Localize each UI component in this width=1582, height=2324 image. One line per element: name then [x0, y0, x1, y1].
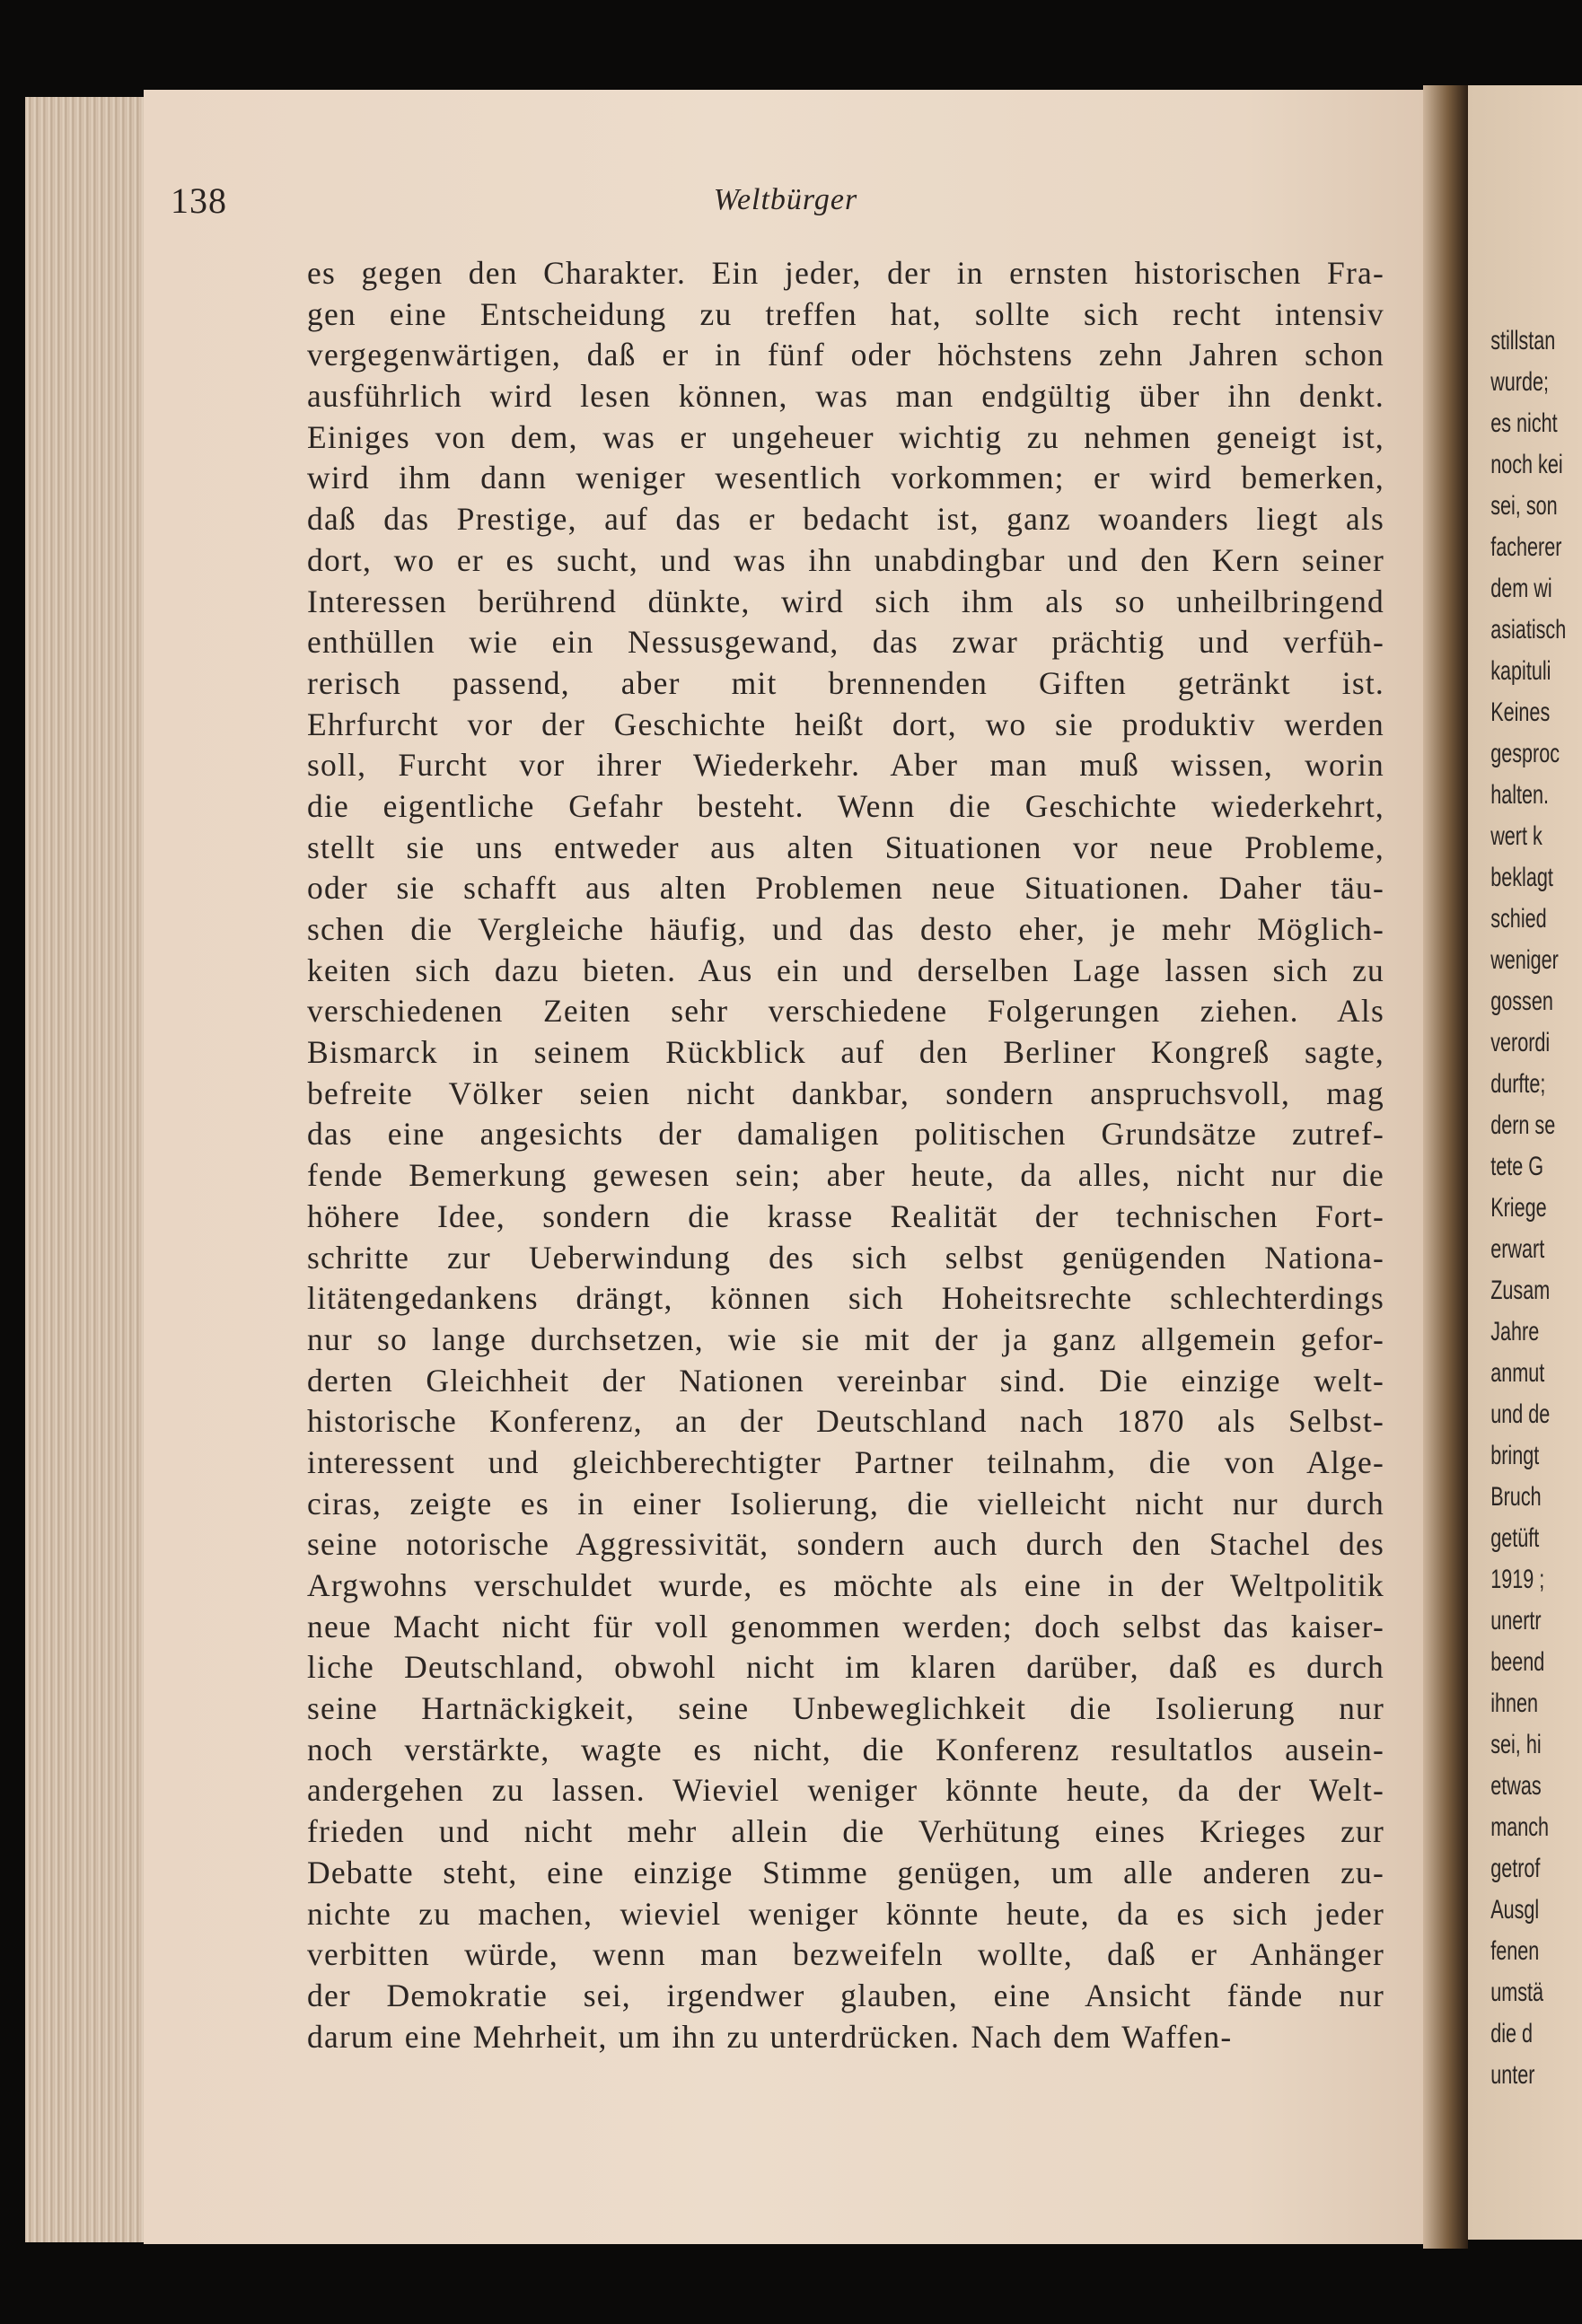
next-page-line: die d: [1490, 2019, 1534, 2048]
next-page-line: umstä: [1490, 1978, 1544, 2007]
next-page-line: sei, son: [1490, 491, 1558, 521]
next-page-line: dem wi: [1490, 574, 1552, 603]
text-line: dort, wo er es sucht, und was ihn unabdingbar und den Kern seiner: [307, 541, 1384, 578]
next-page-line: es nicht: [1490, 408, 1558, 438]
next-page-line: manch: [1490, 1812, 1550, 1842]
text-line: schritte zur Ueberwindung des sich selbst genügenden Nationa-: [307, 1239, 1384, 1276]
text-line: liche Deutschland, obwohl nicht im klaren darüber, daß es durch: [307, 1649, 1384, 1686]
next-page-line: 1919 ;: [1490, 1565, 1545, 1594]
text-line: rerisch passend, aber mit brennenden Giften getränkt ist.: [307, 664, 1384, 701]
text-line: Ehrfurcht vor der Geschichte heißt dort, wo sie produktiv werden: [307, 706, 1384, 742]
page-header: [171, 180, 1401, 233]
text-line: stellt sie uns entweder aus alten Situationen vor neue Probleme,: [307, 829, 1384, 865]
next-page-line: stillstan: [1490, 326, 1556, 355]
next-page-line: getrof: [1490, 1854, 1541, 1883]
next-page-line: anmut: [1490, 1358, 1545, 1388]
next-page-line: dern se: [1490, 1110, 1556, 1140]
text-line: keiten sich dazu bieten. Aus ein und derselben Lage lassen sich zu: [307, 952, 1384, 988]
text-line: gen eine Entscheidung zu treffen hat, sollte sich recht intensiv: [307, 295, 1384, 332]
text-line: frieden und nicht mehr allein die Verhütung eines Krieges zur: [307, 1813, 1384, 1850]
next-page-text: [1468, 320, 1582, 2096]
text-line: Einiges von dem, was er ungeheuer wichtig zu nehmen geneigt ist,: [307, 418, 1384, 455]
next-page-line: halten.: [1490, 780, 1550, 810]
text-line: Debatte steht, eine einzige Stimme genügen, um alle anderen zu-: [307, 1854, 1384, 1890]
text-line: der Demokratie sei, irgendwer glauben, eine Ansicht fände nur: [307, 1977, 1384, 2013]
next-page-line: noch kei: [1490, 450, 1563, 479]
next-page-line: wert k: [1490, 821, 1542, 851]
text-line: derten Gleichheit der Nationen vereinbar sind. Die einzige welt-: [307, 1362, 1384, 1399]
text-line: das eine angesichts der damaligen politischen Grundsätze zutref-: [307, 1116, 1384, 1153]
text-line: fende Bemerkung gewesen sein; aber heute, da alles, nicht nur die: [307, 1157, 1384, 1194]
next-page-line: tete G: [1490, 1152, 1544, 1181]
text-line: nur so lange durchsetzen, wie sie mit der ja ganz allgemein gefor-: [307, 1320, 1384, 1357]
next-page-line: sei, hi: [1490, 1730, 1542, 1759]
text-line: ausführlich wird lesen können, was man endgültig über ihn denkt.: [307, 378, 1384, 415]
next-page-edge: [1468, 85, 1582, 2240]
next-page-line: verordi: [1490, 1028, 1551, 1057]
text-line: es gegen den Charakter. Ein jeder, der in ernsten historischen Fra-: [307, 255, 1384, 291]
next-page-line: fenen: [1490, 1936, 1540, 1966]
next-page-line: erwart: [1490, 1234, 1545, 1264]
next-page-line: getüft: [1490, 1523, 1540, 1553]
text-line: soll, Furcht vor ihrer Wiederkehr. Aber man muß wissen, worin: [307, 747, 1384, 784]
text-line: litätengedankens drängt, können sich Hoheitsrechte schlechterdings: [307, 1280, 1384, 1317]
text-line: die eigentliche Gefahr besteht. Wenn die Geschichte wiederkehrt,: [307, 787, 1384, 824]
next-page-line: Ausgl: [1490, 1895, 1540, 1925]
text-line: historische Konferenz, an der Deutschland nach 1870 als Selbst-: [307, 1403, 1384, 1440]
text-line: verschiedenen Zeiten sehr verschiedene Folgerungen ziehen. Als: [307, 993, 1384, 1030]
next-page-line: Keines: [1490, 697, 1551, 727]
next-page-line: gesproc: [1490, 739, 1560, 768]
text-line: seine Hartnäckigkeit, seine Unbeweglichkeit die Isolierung nur: [307, 1690, 1384, 1727]
next-page-line: unter: [1490, 2060, 1535, 2090]
next-page-line: gossen: [1490, 987, 1553, 1016]
text-line: daß das Prestige, auf das er bedacht ist, ganz woanders liegt als: [307, 501, 1384, 538]
page-number: 138: [171, 180, 227, 221]
next-page-line: beend: [1490, 1647, 1545, 1677]
next-page-line: Bruch: [1490, 1482, 1542, 1512]
text-line: noch verstärkte, wagte es nicht, die Konferenz resultatlos ausein-: [307, 1731, 1384, 1767]
body-text: [307, 253, 1384, 2057]
next-page-line: durfte;: [1490, 1069, 1546, 1099]
next-page-line: Jahre: [1490, 1317, 1540, 1346]
next-page-line: facherer: [1490, 532, 1562, 562]
next-page-line: beklagt: [1490, 863, 1553, 892]
text-line: enthüllen wie ein Nessusgewand, das zwar prächtig und verfüh-: [307, 624, 1384, 661]
text-line: Bismarck in seinem Rückblick auf den Berliner Kongreß sagte,: [307, 1034, 1384, 1071]
book-gutter: [1423, 85, 1468, 2249]
next-page-line: weniger: [1490, 945, 1559, 975]
next-page-line: unertr: [1490, 1606, 1542, 1636]
text-line: neue Macht nicht für voll genommen werden; doch selbst das kaiser-: [307, 1608, 1384, 1644]
text-line: Interessen berührend dünkte, wird sich ihm als so unheilbringend: [307, 583, 1384, 619]
running-title: Weltbürger: [713, 183, 858, 216]
text-line: nichte zu machen, wieviel weniger könnte heute, da es sich jeder: [307, 1895, 1384, 1932]
next-page-line: und de: [1490, 1399, 1551, 1429]
text-line: befreite Völker seien nicht dankbar, sondern anspruchsvoll, mag: [307, 1074, 1384, 1111]
next-page-line: kapituli: [1490, 656, 1551, 686]
text-line: verbitten würde, wenn man bezweifeln wollte, daß er Anhänger: [307, 1936, 1384, 1973]
text-line: wird ihm dann weniger wesentlich vorkommen; er wird bemerken,: [307, 460, 1384, 496]
text-line: höhere Idee, sondern die krasse Realität der technischen Fort-: [307, 1197, 1384, 1234]
next-page-line: etwas: [1490, 1771, 1542, 1801]
text-line: vergegenwärtigen, daß er in fünf oder höchstens zehn Jahren schon: [307, 337, 1384, 373]
text-line: darum eine Mehrheit, um ihn zu unterdrücken. Nach dem Waffen-: [307, 2018, 1233, 2055]
next-page-line: Zusam: [1490, 1276, 1551, 1305]
text-line: oder sie schafft aus alten Problemen neue Situationen. Daher täu-: [307, 870, 1384, 907]
next-page-line: bringt: [1490, 1441, 1540, 1470]
text-line: seine notorische Aggressivität, sondern auch durch den Stachel des: [307, 1526, 1384, 1563]
next-page-line: wurde;: [1490, 367, 1550, 397]
next-page-line: asiatisch: [1490, 615, 1567, 645]
page-edge: [25, 97, 151, 2242]
text-line: andergehen zu lassen. Wieviel weniger könnte heute, da der Welt-: [307, 1772, 1384, 1809]
text-line: schen die Vergleiche häufig, und das desto eher, je mehr Möglich-: [307, 911, 1384, 947]
text-line: ciras, zeigte es in einer Isolierung, die vielleicht nicht nur durch: [307, 1485, 1384, 1522]
next-page-line: schied: [1490, 904, 1547, 934]
text-line: Argwohns verschuldet wurde, es möchte als eine in der Weltpolitik: [307, 1567, 1384, 1603]
next-page-line: Kriege: [1490, 1193, 1547, 1223]
next-page-line: ihnen: [1490, 1688, 1539, 1718]
text-line: interessent und gleichberechtigter Partner teilnahm, die von Alge-: [307, 1443, 1384, 1480]
